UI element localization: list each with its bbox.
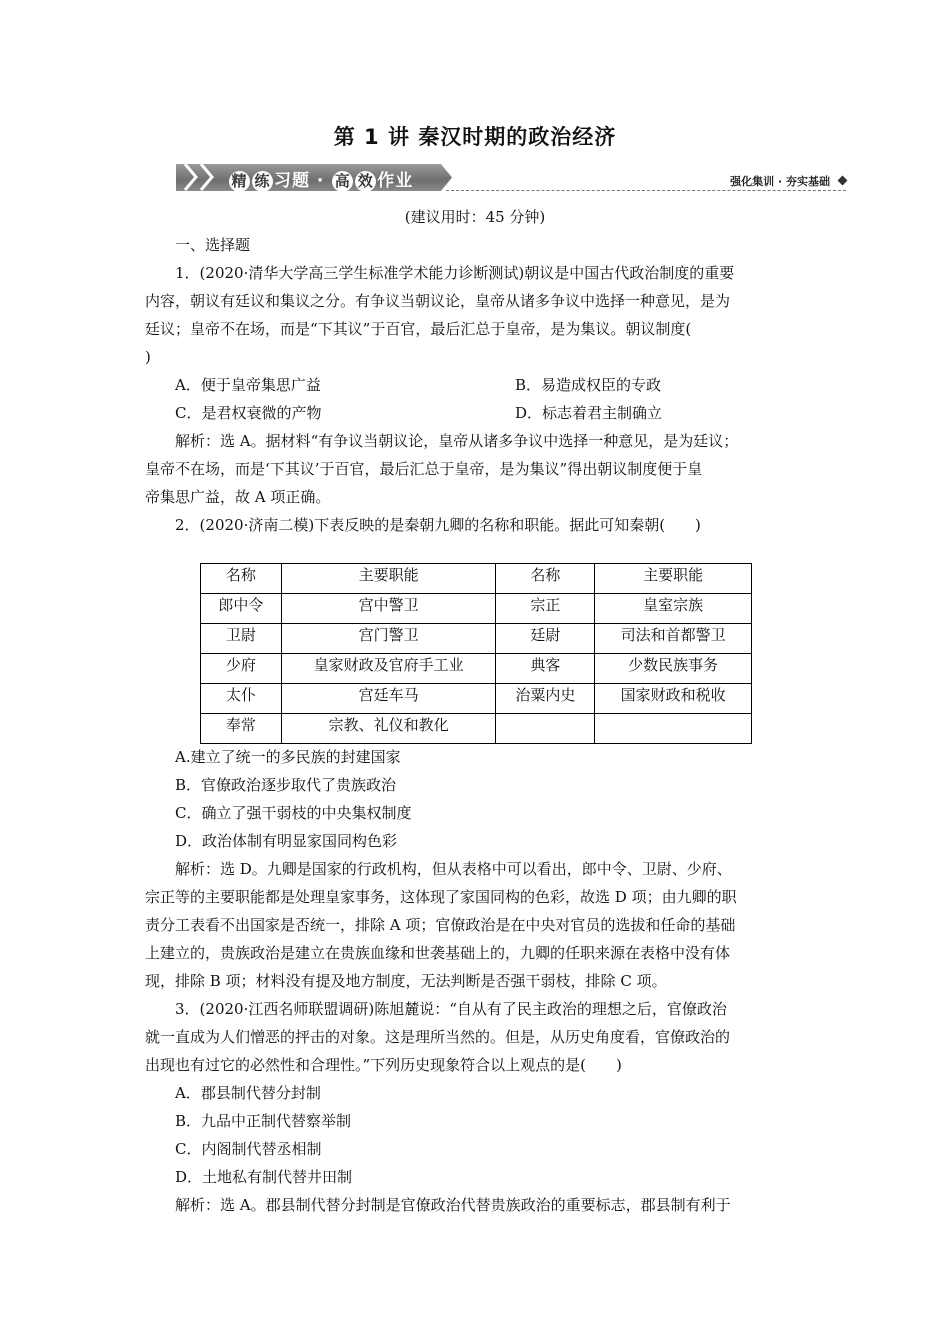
table-cell: 典客 [496,654,595,684]
q1-option-d: D．标志着君主制确立 [515,404,663,422]
q2-analysis-line: 宗正等的主要职能都是处理皇家事务，这体现了家国同构的色彩，故选 D 项；由九卿的职 [145,888,737,906]
table-cell: 国家财政和税收 [595,684,752,714]
section-banner [176,160,848,196]
q2-option-c: C．确立了强干弱枝的中央集权制度 [175,804,412,822]
q2-analysis-line: 现，排除 B 项；材料没有提及地方制度，无法判断是否强干弱枝，排除 C 项。 [145,972,667,990]
table-cell: 少数民族事务 [595,654,752,684]
q3-option-c: C．内阁制代替丞相制 [175,1140,322,1158]
q1-option-a: A．便于皇帝集思广益 [175,376,321,394]
table-cell: 郎中令 [201,594,282,624]
q2-analysis-line: 上建立的，贵族政治是建立在贵族血缘和世袭基础上的，九卿的任职来源在表格中没有体 [145,944,731,962]
table-cell: 司法和首都警卫 [595,624,752,654]
table-row [201,714,752,744]
table-header-cell: 名称 [201,564,282,594]
q1-option-b: B．易造成权臣的专政 [515,376,662,394]
q2-option-a: A.建立了统一的多民族的封建国家 [175,748,401,766]
table-cell: 奉常 [201,714,282,744]
q1-option-c: C．是君权衰微的产物 [175,404,322,422]
table-cell: 少府 [201,654,282,684]
q3-stem-line: 就一直成为人们憎恶的抨击的对象。这是理所当然的。但是，从历史角度看，官僚政治的 [145,1028,731,1046]
table-cell: 治粟内史 [496,684,595,714]
table-cell: 宫门警卫 [281,624,496,654]
q2-option-d: D．政治体制有明显家国同构色彩 [175,832,398,850]
table-header-cell: 主要职能 [281,564,496,594]
table-cell: 廷尉 [496,624,595,654]
table-cell: 宫廷车马 [281,684,496,714]
lesson-title: 第 1 讲 秦汉时期的政治经济 [333,125,617,149]
q1-stem-line: 1．(2020·清华大学高三学生标准学术能力诊断测试)朝议是中国古代政治制度的重要 [175,264,735,282]
q1-analysis-line: 解析：选 A。据材料“有争议当朝议论，皇帝从诸多争议中选择一种意见，是为廷议； [175,432,739,450]
table-cell: 皇家财政及官府手工业 [281,654,496,684]
banner-underline [446,190,846,191]
q1-analysis-line: 皇帝不在场，而是‘下其议’于百官，最后汇总于皇帝，是为集议”得出朝议制度便于皇 [145,460,703,478]
table-row [201,654,752,684]
nine-ministers-table [200,563,752,744]
q3-stem-line: 3．(2020·江西名师联盟调研)陈旭麓说：“自从有了民主政治的理想之后，官僚政治 [175,1000,727,1018]
suggested-time: (建议用时：45 分钟) [404,208,546,226]
q2-analysis-line: 解析：选 D。九卿是国家的行政机构，但从表格中可以看出，郎中令、卫尉、少府、 [175,860,732,878]
q3-stem-line: 出现也有过它的必然性和合理性。”下列历史现象符合以上观点的是( ) [145,1056,622,1074]
table-cell: 太仆 [201,684,282,714]
q1-stem-line: 廷议；皇帝不在场，而是“下其议”于百官，最后汇总于皇帝，是为集议。朝议制度( [145,320,692,338]
section-heading: 一、选择题 [175,236,251,254]
q1-analysis-line: 帝集思广益，故 A 项正确。 [145,488,331,506]
chevron-right-icon [198,160,216,194]
q1-stem-line: ) [145,348,151,366]
q2-stem: 2．(2020·济南二模)下表反映的是秦朝九卿的名称和职能。据此可知秦朝( ) [175,516,701,534]
q3-option-d: D．土地私有制代替井田制 [175,1168,353,1186]
table-row [201,624,752,654]
q1-stem-line: 内容，朝议有廷议和集议之分。有争议当朝议论，皇帝从诸多争议中选择一种意见，是为 [145,292,731,310]
table-cell: 宗教、礼仪和教化 [281,714,496,744]
diamond-icon [838,176,848,186]
table-header-cell: 名称 [496,564,595,594]
table-cell [595,714,752,744]
banner-title: 精 练 习题 · 高 效 作业 [228,166,413,192]
table-cell [496,714,595,744]
banner-subtitle: 强化集训 · 夯实基础 [730,175,830,188]
table-cell: 宗正 [496,594,595,624]
table-header-row [201,564,752,594]
table-row [201,684,752,714]
table-cell: 卫尉 [201,624,282,654]
q3-option-a: A．郡县制代替分封制 [175,1084,321,1102]
q2-option-b: B．官僚政治逐步取代了贵族政治 [175,776,397,794]
q2-analysis-line: 责分工表看不出国家是否统一，排除 A 项；官僚政治是在中央对官员的选拔和任命的基础 [145,916,736,934]
table-cell: 宫中警卫 [281,594,496,624]
table-row [201,594,752,624]
table-cell: 皇室宗族 [595,594,752,624]
table-header-cell: 主要职能 [595,564,752,594]
q3-analysis-line: 解析：选 A。郡县制代替分封制是官僚政治代替贵族政治的重要标志，郡县制有利于 [175,1196,731,1214]
q3-option-b: B．九品中正制代替察举制 [175,1112,352,1130]
